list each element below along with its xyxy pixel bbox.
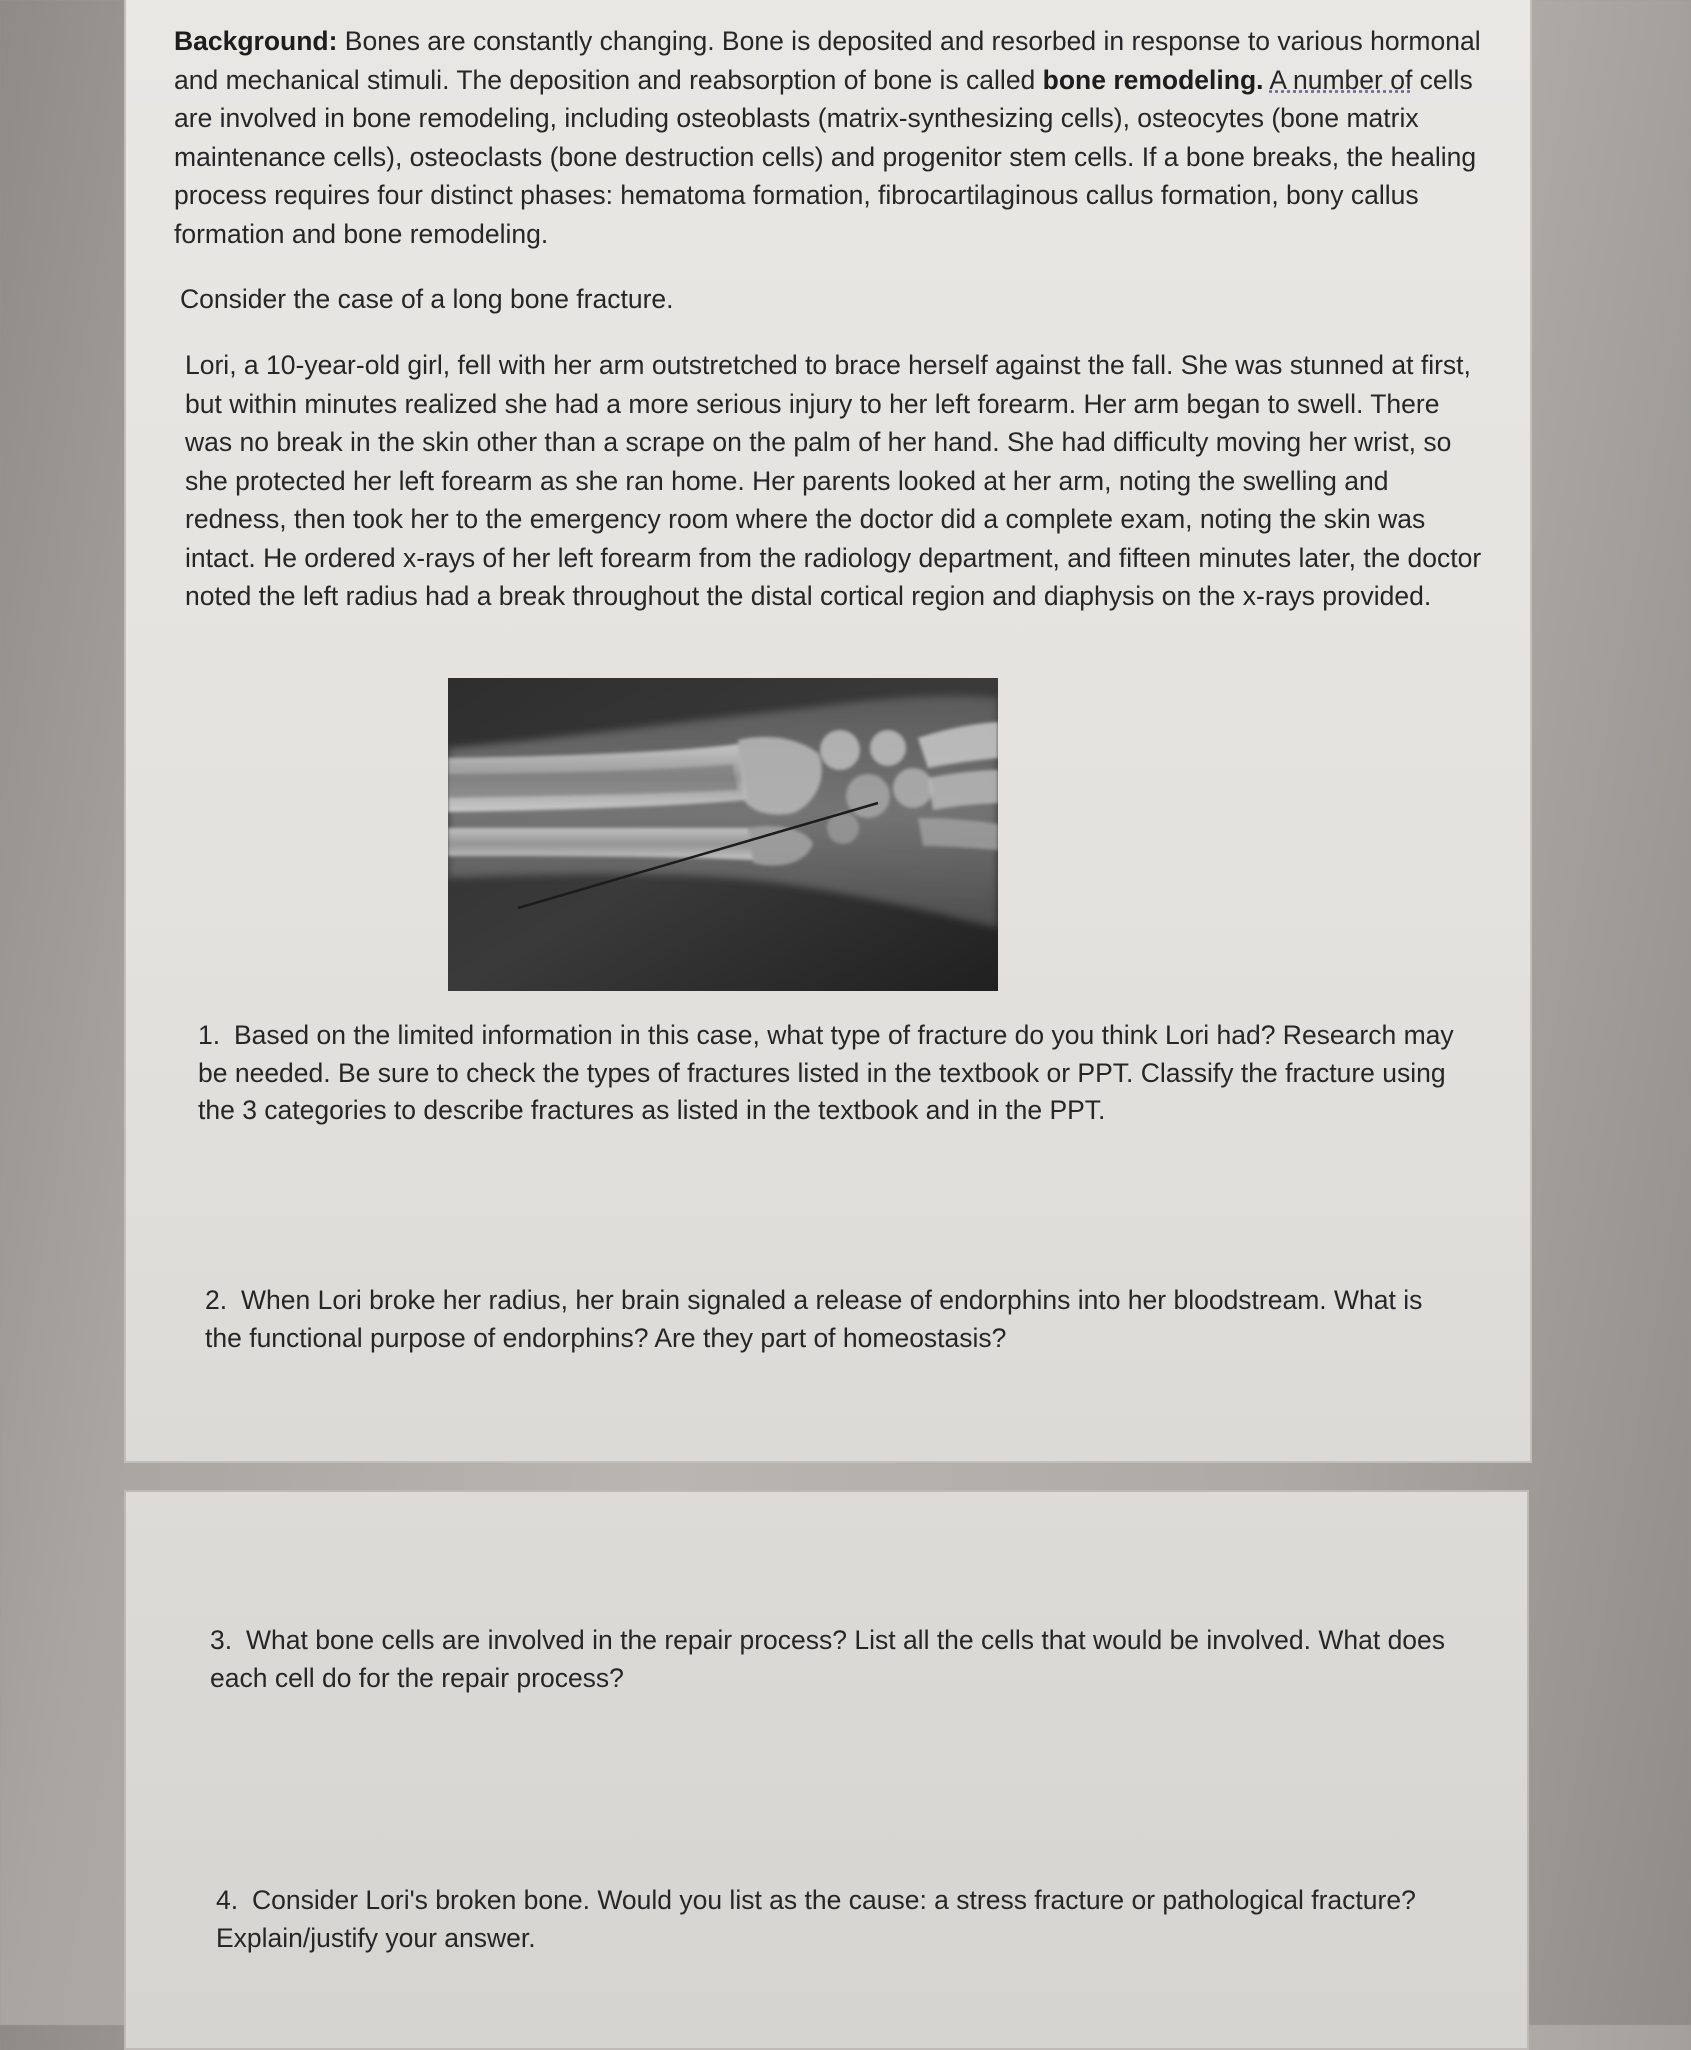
underlined-phrase: A number of: [1269, 64, 1413, 95]
question-2-number: 2.: [205, 1285, 228, 1315]
background-paragraph: [174, 22, 1504, 253]
question-1: [198, 1017, 1458, 1130]
background-text-1: Bones are constantly changing. Bone is deposited and resorbed in response to various hormonal and mechanical stimuli. The deposition and reabsorption of bone is called: [174, 26, 1481, 95]
background-label: Background:: [174, 26, 338, 56]
question-2: [205, 1282, 1425, 1357]
worksheet-page-2: [124, 1490, 1529, 2050]
question-4: [216, 1882, 1416, 1957]
consider-line: Consider the case of a long bone fracture.: [180, 284, 674, 314]
xray-drawing: [448, 678, 998, 991]
question-4-text: Consider Lori's broken bone. Would you list as the cause: a stress fracture or pathological fracture? Explain/justify your answer.: [216, 1885, 1416, 1953]
case-story-paragraph: Lori, a 10-year-old girl, fell with her arm outstretched to brace herself against the fall. She was stunned at first, but within minutes realized she had a more serious injury to her left forearm. Her arm began to swell. There was no break in the skin other than a scrape on the palm of her hand. She had difficulty moving her wrist, so she protected her left forearm as she ran home. Her parents looked at her arm, noting the swelling and redness, then took her to the emergency room where the doctor did a complete exam, noting the skin was intact. He ordered x-rays of her left forearm from the radiology department, and fifteen minutes later, the doctor noted the left radius had a break throughout the distal cortical region and diaphysis on the x-rays provided.: [185, 350, 1482, 611]
question-2-text: When Lori broke her radius, her brain signaled a release of endorphins into her bloodstream. What is the functional purpose of endorphins? Are they part of homeostasis?: [205, 1285, 1423, 1353]
question-3-number: 3.: [210, 1625, 233, 1655]
bone-remodeling-term: bone remodeling.: [1042, 64, 1264, 95]
question-3: [210, 1622, 1470, 1697]
question-1-number: 1.: [198, 1020, 221, 1050]
question-4-number: 4.: [216, 1885, 239, 1915]
background-text-3: cells are involved in bone remodeling, including osteoblasts (matrix-synthesizing cells), osteocytes (bone matrix maintenance cells), osteoclasts (bone destruction cells) and progenitor stem cells. If a bone breaks, the healing process requires four distinct phases: hematoma formation, fibrocartilaginous callus formation, bony callus formation and bone remodeling.: [174, 64, 1477, 249]
forearm-xray-image: [448, 678, 998, 991]
question-3-text: What bone cells are involved in the repair process? List all the cells that would be involved. What does each cell do for the repair process?: [210, 1625, 1446, 1693]
question-1-text: Based on the limited information in this case, what type of fracture do you think Lori had? Research may be needed. Be sure to check the types of fractures listed in the textbook or PPT. Classify the fracture using the 3 categories to describe fractures as listed in the textbook and in the PPT.: [198, 1020, 1454, 1125]
